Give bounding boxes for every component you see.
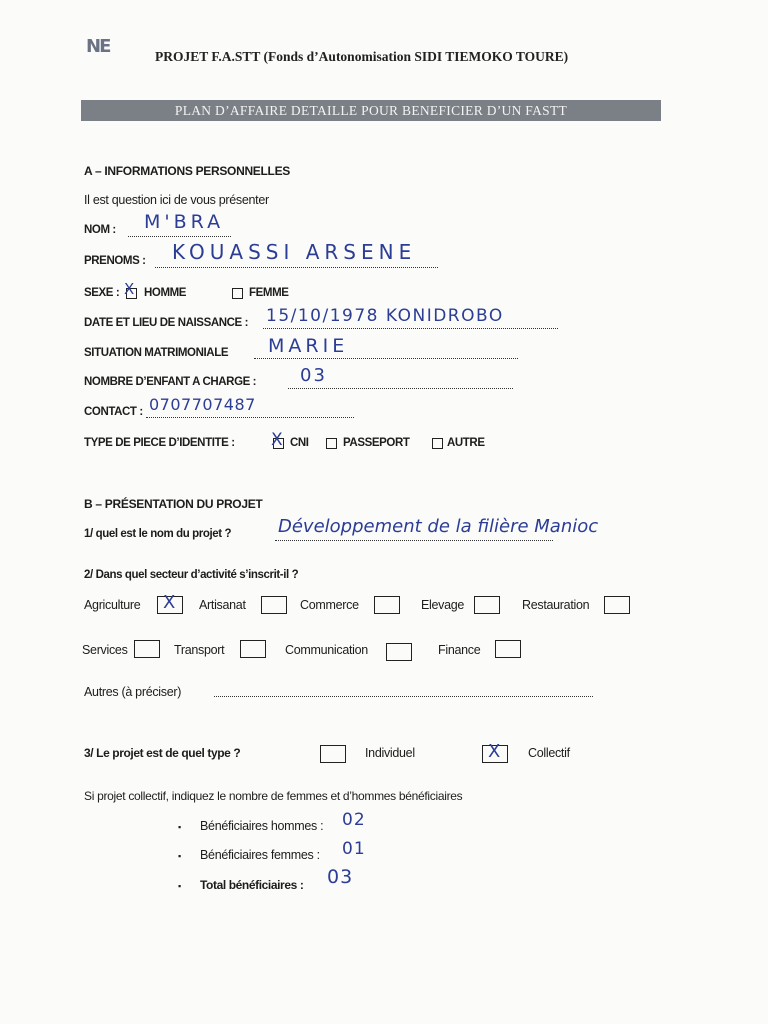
sector-communication-label: Communication — [285, 643, 368, 657]
sector-communication-checkbox[interactable] — [386, 643, 412, 661]
section-b-title: B – PRÉSENTATION DU PROJET — [84, 497, 263, 511]
enfants-value[interactable]: 03 — [300, 365, 327, 386]
sector-agriculture-label: Agriculture — [84, 598, 141, 612]
bullet-femmes: ▪ — [178, 851, 182, 861]
sector-elevage-checkbox[interactable] — [474, 596, 500, 614]
section-a-intro: Il est question ici de vous présenter — [84, 193, 269, 207]
nom-line — [128, 236, 231, 237]
sector-commerce-label: Commerce — [300, 598, 359, 612]
piece-cni-label: CNI — [290, 437, 309, 449]
prenoms-line — [155, 267, 438, 268]
situation-line — [254, 358, 518, 359]
benef-total-label: Total bénéficiaires : — [200, 878, 304, 892]
naissance-line — [263, 328, 558, 329]
piece-cni-check-mark: X — [271, 430, 283, 450]
benef-hommes-value[interactable]: 02 — [342, 810, 366, 830]
banner-text: PLAN D’AFFAIRE DETAILLE POUR BENEFICIER D’UN FASTT — [174, 102, 568, 118]
contact-line — [146, 417, 354, 418]
piece-passeport-checkbox[interactable] — [326, 438, 337, 449]
sector-transport-checkbox[interactable] — [240, 640, 266, 658]
piece-label: TYPE DE PIECE D’IDENTITE : — [84, 437, 235, 449]
sector-services-checkbox[interactable] — [134, 640, 160, 658]
sexe-label: SEXE : — [84, 287, 120, 299]
sexe-homme-label: HOMME — [144, 287, 187, 299]
sector-transport-label: Transport — [174, 643, 225, 657]
bullet-hommes: ▪ — [178, 822, 182, 832]
sector-finance-label: Finance — [438, 643, 481, 657]
q3-label: 3/ Le projet est de quel type ? — [84, 746, 241, 760]
sector-finance-checkbox[interactable] — [495, 640, 521, 658]
situation-label: SITUATION MATRIMONIALE — [84, 347, 229, 359]
type-individuel-checkbox[interactable] — [320, 745, 346, 763]
q1-line — [275, 540, 553, 541]
bullet-total: ▪ — [178, 881, 182, 891]
section-a-title: A – INFORMATIONS PERSONNELLES — [84, 164, 290, 178]
sector-elevage-label: Elevage — [421, 598, 465, 612]
piece-passeport-label: PASSEPORT — [343, 437, 410, 449]
naissance-value[interactable]: 15/10/1978 KONIDROBO — [266, 306, 504, 326]
type-collectif-check-mark: X — [488, 741, 501, 762]
sector-artisanat-label: Artisanat — [199, 598, 246, 612]
situation-value[interactable]: MARIE — [268, 335, 349, 357]
benef-femmes-value[interactable]: 01 — [342, 839, 366, 859]
enfants-label: NOMBRE D’ENFANT A CHARGE : — [84, 376, 257, 388]
nom-label: NOM : — [84, 224, 116, 236]
project-title: PROJET F.A.STT (Fonds d’Autonomisation SIDI TIEMOKO TOURE) — [155, 49, 569, 64]
form-banner — [81, 100, 661, 121]
benef-hommes-label: Bénéficiaires hommes : — [200, 819, 324, 833]
sector-commerce-checkbox[interactable] — [374, 596, 400, 614]
prenoms-value[interactable]: KOUASSI ARSENE — [172, 240, 417, 264]
sector-restauration-checkbox[interactable] — [604, 596, 630, 614]
piece-autre-label: AUTRE — [447, 437, 485, 449]
sexe-homme-check-mark: X — [124, 280, 135, 298]
piece-autre-checkbox[interactable] — [432, 438, 443, 449]
q1-label: 1/ quel est le nom du projet ? — [84, 528, 232, 540]
benef-total-value[interactable]: 03 — [327, 866, 354, 888]
enfants-line — [288, 388, 513, 389]
contact-label: CONTACT : — [84, 406, 143, 418]
collectif-intro: Si projet collectif, indiquez le nombre de femmes et d’hommes bénéficiaires — [84, 789, 463, 803]
sector-restauration-label: Restauration — [522, 598, 590, 612]
type-collectif-label: Collectif — [528, 746, 570, 760]
sector-agriculture-check-mark: X — [163, 592, 176, 613]
logo: NE — [86, 36, 110, 57]
naissance-label: DATE ET LIEU DE NAISSANCE : — [84, 317, 249, 329]
autres-line[interactable] — [214, 696, 593, 697]
nom-value[interactable]: M'BRA — [144, 211, 225, 233]
q1-value[interactable]: Développement de la filière Manioc — [278, 516, 599, 537]
q2-label: 2/ Dans quel secteur d’activité s’inscrit-il ? — [84, 569, 299, 581]
prenoms-label: PRENOMS : — [84, 255, 146, 267]
sector-services-label: Services — [82, 643, 128, 657]
autres-label: Autres (à préciser) — [84, 685, 182, 699]
type-individuel-label: Individuel — [365, 746, 415, 760]
sexe-femme-label: FEMME — [249, 287, 289, 299]
sexe-femme-checkbox[interactable] — [232, 288, 243, 299]
sector-artisanat-checkbox[interactable] — [261, 596, 287, 614]
benef-femmes-label: Bénéficiaires femmes : — [200, 848, 320, 862]
contact-value[interactable]: 0707707487 — [149, 395, 256, 414]
